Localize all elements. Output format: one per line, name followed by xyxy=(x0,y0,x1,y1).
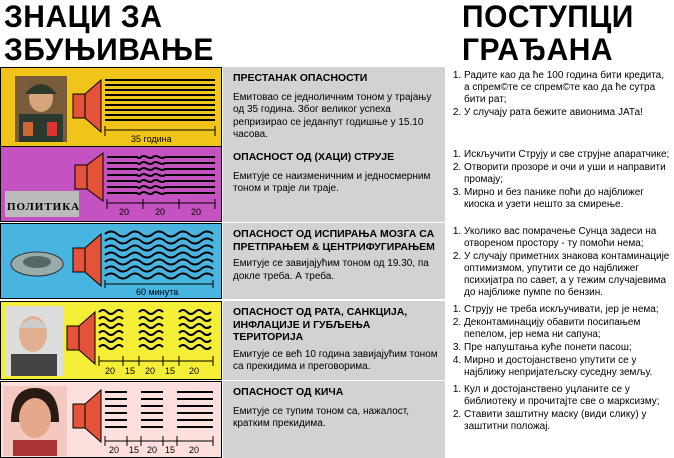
signal-title: ПРЕСТАНАК ОПАСНОСТИ xyxy=(233,72,368,84)
action-item: 2. Деконтаминацију обавити посипањем пепелом, јер нема ни сапуна; xyxy=(464,317,672,341)
signal-title: ОПАСНОСТ ОД КИЧА xyxy=(233,386,344,398)
action-item: 1. Искључити Струју и све струјне апаратчике; xyxy=(464,149,672,161)
segment-label: 15 xyxy=(129,445,140,455)
signal-desc: Емитује се наизменичним и једносмерним тоном и траје ли траје. xyxy=(233,170,431,194)
segment-label: 20 xyxy=(189,445,200,455)
header-right-title: ПОСТУПЦИ ГРАЂАНА xyxy=(462,0,634,68)
action-list xyxy=(451,226,672,299)
segment-label: 20 xyxy=(189,366,200,376)
action-list xyxy=(451,149,672,211)
segment-label: 20 xyxy=(105,366,116,376)
signal-title: ОПАСНОСТ ОД РАТА, САНКЦИЈА, ИНФЛАЦИЈЕ И ГУБЉЕЊА ТЕРИТОРИЈА xyxy=(233,306,408,343)
segment-label: 20 xyxy=(191,207,202,217)
action-item: 1. Кул и достојанствено уцланите се у библиотеку и прочитајте све о марксизму; xyxy=(464,384,672,408)
signal-description xyxy=(223,301,445,380)
segment-label: 15 xyxy=(165,366,176,376)
speaker-icon xyxy=(67,312,95,364)
signal-desc: Емитовао се једноличним тоном у трајању од 35 година. Због великог успеха репризирао се једанпут годишње у 15.10 часова. xyxy=(233,91,432,140)
washing-machine-image xyxy=(11,252,63,276)
portrait-image xyxy=(5,306,63,376)
segment-label: 20 xyxy=(109,445,120,455)
table-row xyxy=(0,301,674,380)
signal-diagram xyxy=(0,146,222,222)
signal-description xyxy=(223,223,445,299)
signal-desc: Емитује се завијајућим тоном од 19.30, па докле треба. А треба. xyxy=(233,258,429,282)
duration-label: 60 минута xyxy=(136,287,179,297)
segment-label: 20 xyxy=(145,366,156,376)
action-item: 1. Радите као да ће 100 година бити кредита, а спрем©те се спрем©те као да ће сутра бити рат; xyxy=(464,70,672,106)
action-item: 2. Отворити прозоре и очи и уши и направити промају; xyxy=(464,162,672,186)
action-item: 1. Струју не треба искључивати, јер је нема; xyxy=(464,304,672,316)
action-list-box xyxy=(447,146,674,222)
action-item: 2. Ставити заштитну маску (види слику) у заштитни положај. xyxy=(464,409,672,433)
action-item: 2. У случају приметних знакова контаминације оптимизмом, упутити се до најближег психијатра по савет, а у тежим случајевима до најближе пумпе по бензин. xyxy=(464,251,672,299)
signal-description xyxy=(223,381,445,458)
segment-label: 20 xyxy=(155,207,166,217)
signal-title: ОПАСНОСТ ОД (ХАЦИ) СТРУЈЕ xyxy=(233,151,395,163)
portrait-image xyxy=(3,386,67,456)
action-item: 3. Мирно и без панике поћи до најближег киоска и узети нешто за смирење. xyxy=(464,187,672,211)
signal-diagram xyxy=(0,381,222,458)
action-list xyxy=(451,384,672,433)
speaker-icon xyxy=(73,234,101,286)
action-list-box xyxy=(447,301,674,380)
action-list-box xyxy=(447,223,674,299)
speaker-icon xyxy=(73,80,101,132)
segment-label: 15 xyxy=(125,366,136,376)
table-row xyxy=(0,146,674,222)
signal-title: ОПАСНОСТ ОД ИСПИРАЊА МОЗГА СА ПРЕТПРАЊЕМ & ЦЕНТРИФУГИРАЊЕМ xyxy=(233,228,435,253)
action-list xyxy=(451,304,672,379)
signal-description xyxy=(223,146,445,222)
action-item: 3. Пре напуштања куће понети пасош; xyxy=(464,342,672,354)
speaker-icon xyxy=(75,153,103,201)
table-row xyxy=(0,67,674,149)
action-item: 4. Мирно и достојанствено упутити се у најближу непријатељску суседну земљу. xyxy=(464,355,672,379)
signal-diagram xyxy=(0,67,222,149)
header-left-title: ЗНАЦИ ЗА ЗБУЊИВАЊЕ xyxy=(4,0,214,68)
signal-diagram xyxy=(0,223,222,299)
action-list xyxy=(451,70,672,119)
segment-label: 20 xyxy=(147,445,158,455)
signal-diagram xyxy=(0,301,222,380)
segment-label: 20 xyxy=(119,207,130,217)
action-list-box xyxy=(447,67,674,149)
action-item: 2. У случају рата бежите авионима ЈАТа! xyxy=(464,107,672,119)
signal-description xyxy=(223,67,445,149)
signal-desc: Емитује се тупим тоном са, нажалост, кратким прекидима. xyxy=(233,405,410,429)
table-row xyxy=(0,381,674,458)
newspaper-logo-text: ПОЛИТИКА xyxy=(7,201,81,213)
table-row xyxy=(0,223,674,299)
segment-label: 15 xyxy=(165,445,176,455)
signal-desc: Емитује се већ 10 година завијајућим тоном са прекидима и преговорима. xyxy=(233,348,438,372)
speaker-icon xyxy=(73,390,101,442)
duration-label: 35 година xyxy=(131,134,172,144)
action-item: 1. Уколико вас помрачење Сунца задеси на отвореном простору - ту помоћи нема; xyxy=(464,226,672,250)
action-list-box xyxy=(447,381,674,458)
